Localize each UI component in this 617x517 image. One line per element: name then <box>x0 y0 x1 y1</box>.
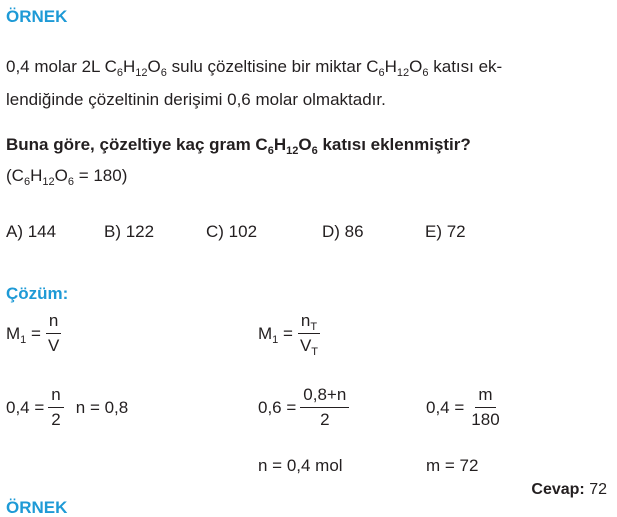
fraction: $\frac{n_T}{V_T}$ <box>297 311 321 356</box>
glucose-formula: $C_6H_{12}O_6$ <box>104 57 167 79</box>
fraction: $\frac{n}{2}$ <box>48 385 63 430</box>
glucose-formula: $C_6H_{12}O_6$ <box>255 135 318 157</box>
option-a: A) 144 <box>6 222 57 241</box>
option-e: E) 72 <box>425 222 466 241</box>
option-c: C) 102 <box>206 222 258 241</box>
problem-line-1: 0,4 molar 2L $C_6H_{12}O_6$ sulu çözeltisine bir miktar $C_6H_{12}O_6$ katısı ek- <box>6 57 503 79</box>
question-text: Buna göre, çözeltiye kaç gram $C_6H_{12}O_6$ katısı eklenmiştir? <box>6 135 471 157</box>
fraction: $\frac{m}{180}$ <box>471 385 500 429</box>
equation-final-molarity: 0,6 = $\frac{0,8+n}{2}$ <box>258 385 349 430</box>
result-mass: m = 72 <box>426 456 479 475</box>
equation-initial-moles: 0,4 = $\frac{n}{2}$ n = 0,8 <box>6 385 129 429</box>
next-example-title: ÖRNEK <box>6 498 68 517</box>
result-moles: n = 0,4 mol <box>258 456 343 475</box>
equation-molarity-total: $M_1$ = $\frac{n_T}{V_T}$ <box>258 311 321 356</box>
glucose-formula: $C_6H_{12}O_6$ <box>366 57 429 79</box>
fraction: $\frac{0,8+n}{2}$ <box>300 385 349 430</box>
solution-title: Çözüm: <box>6 284 69 303</box>
fraction: $\frac{n}{V}$ <box>45 311 62 356</box>
equation-molarity-1: $M_1$ = $\frac{n}{V}$ <box>6 311 62 356</box>
example-title: ÖRNEK <box>6 7 68 26</box>
answer: Cevap: 72 <box>531 481 607 498</box>
problem-line-2: lendiğinde çözeltinin derişimi 0,6 molar olmaktadır. <box>6 90 386 109</box>
equation-mass: 0,4 = $\frac{m}{180}$ <box>426 385 503 430</box>
option-b: B) 122 <box>104 222 155 241</box>
option-d: D) 86 <box>322 222 364 241</box>
molar-mass-note: $(C_6H_{12}O_6 = 180)$ <box>6 166 128 188</box>
